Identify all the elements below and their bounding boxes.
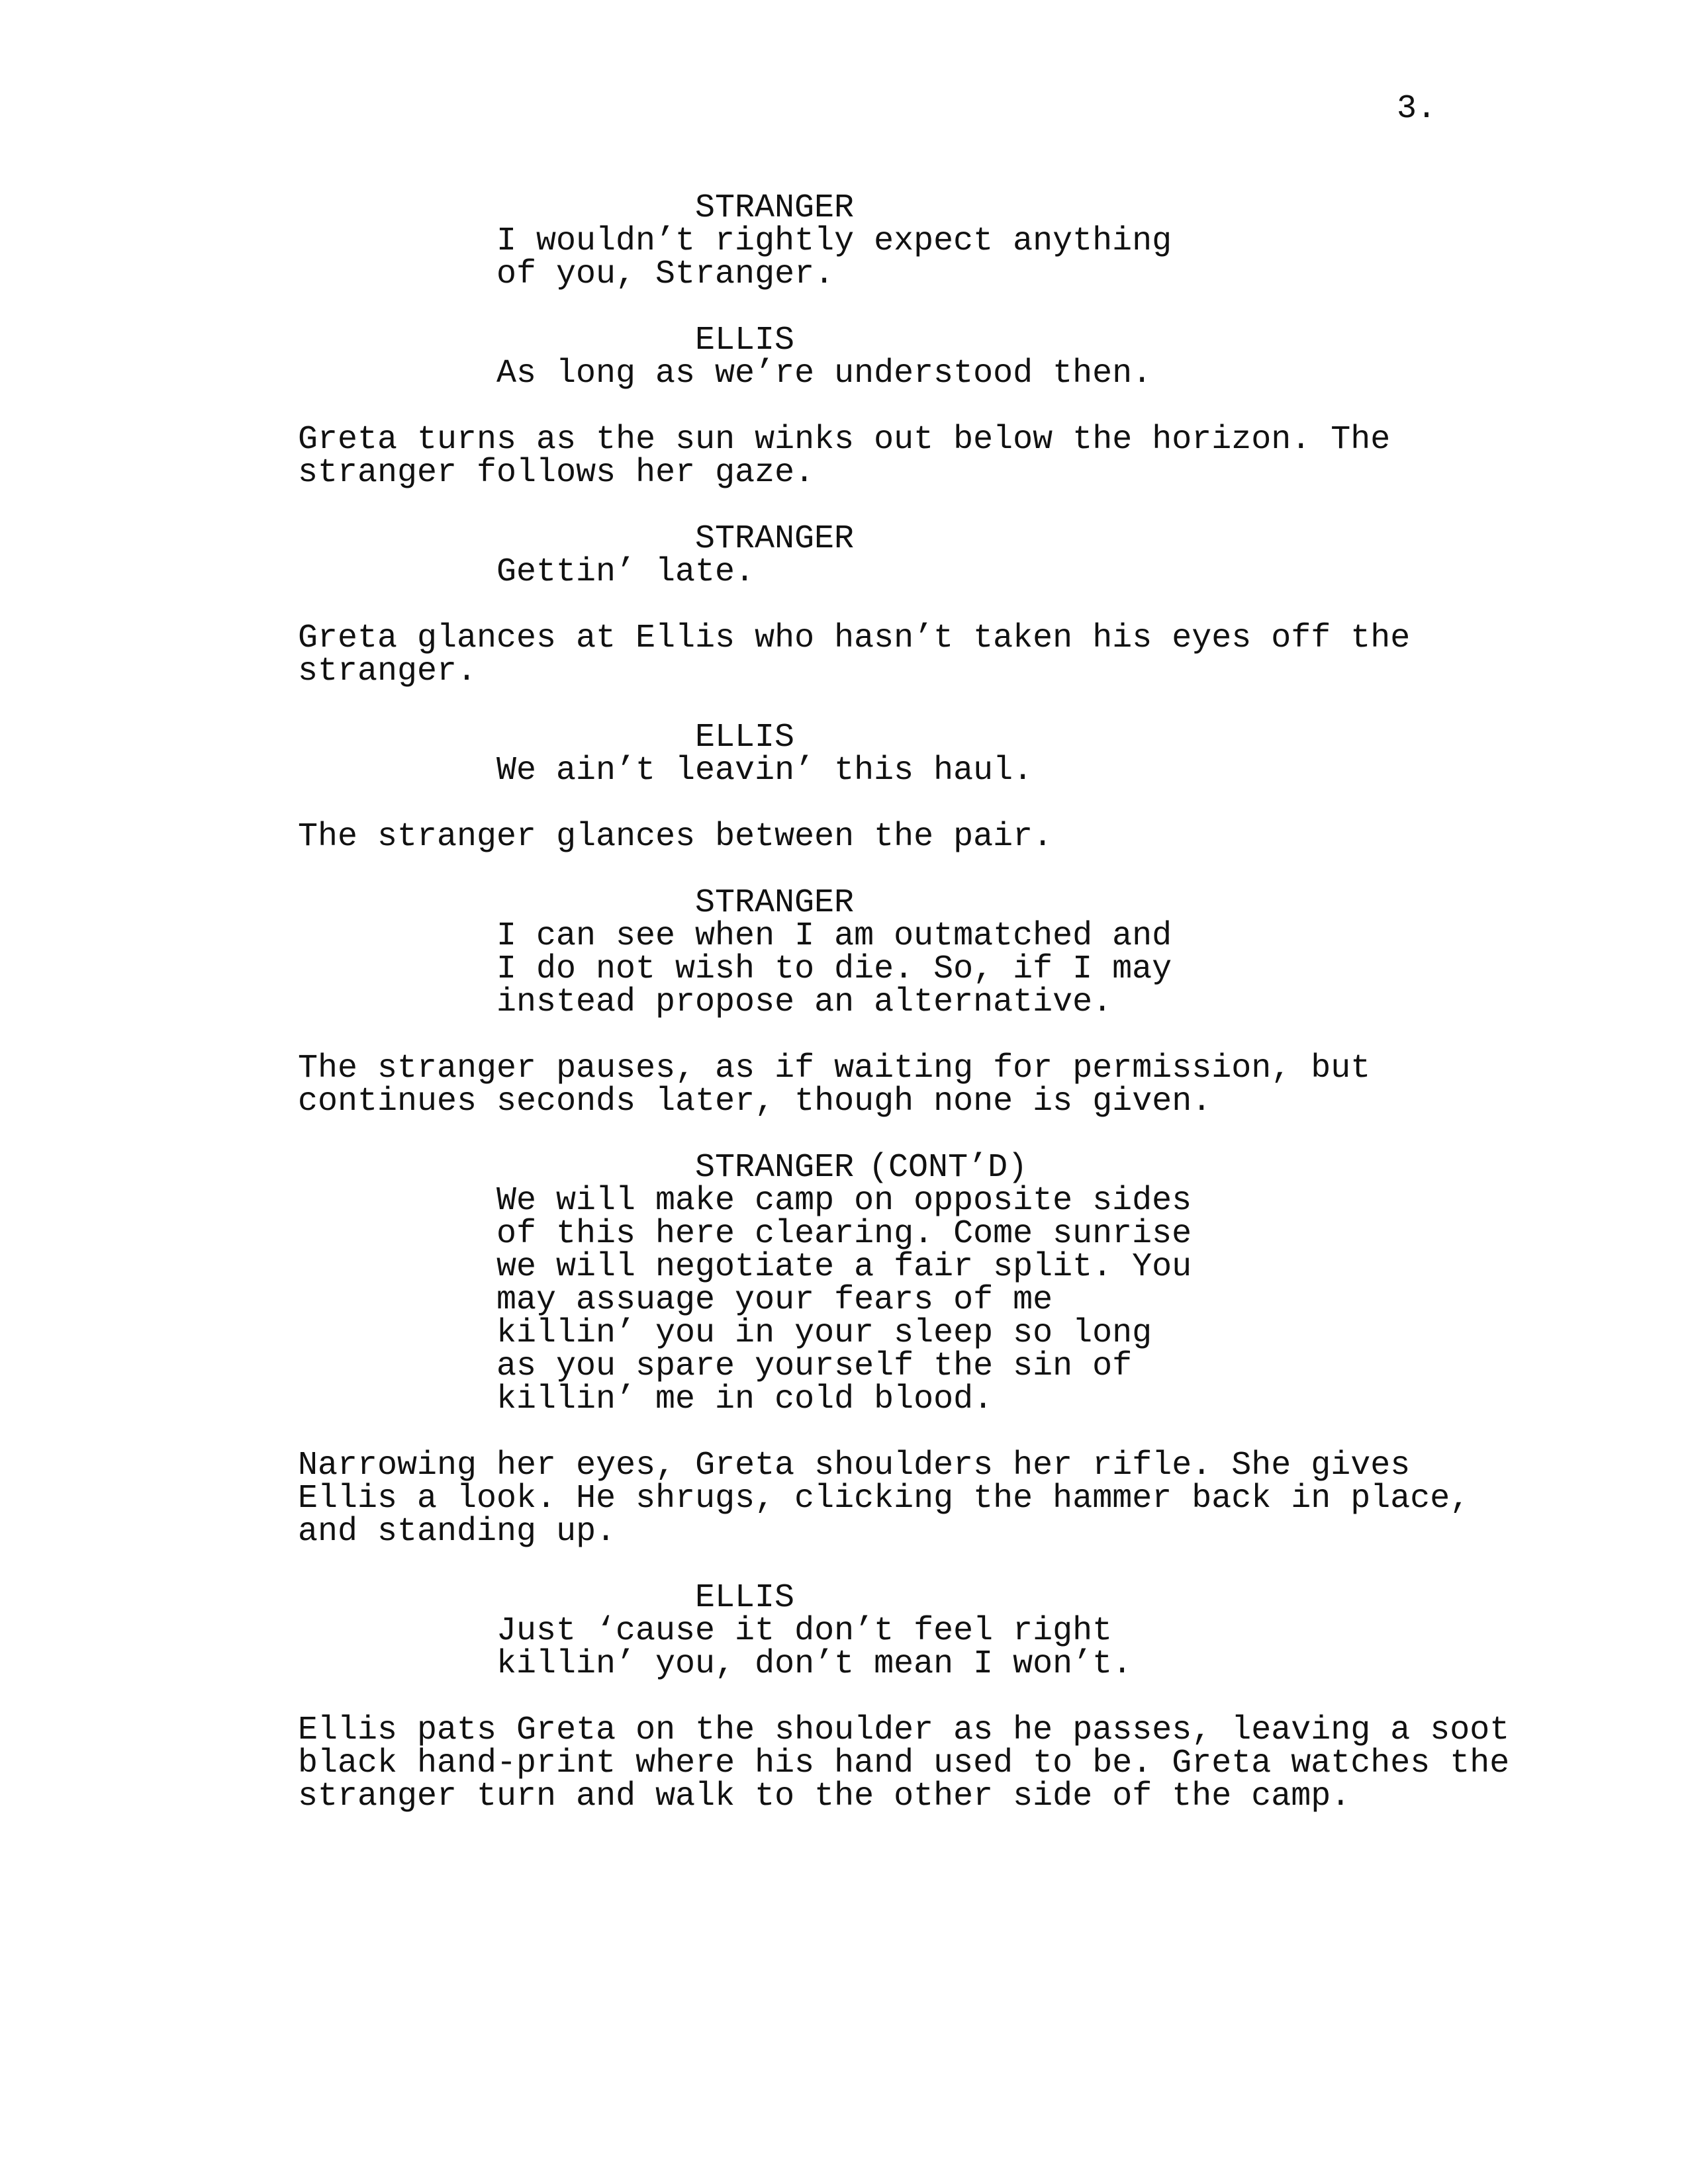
character-cue (298, 1579, 1489, 1617)
action-line: stranger turn and walk to the other side of the camp. (298, 1778, 1351, 1815)
dialogue-block (298, 222, 1489, 293)
character-cue (298, 884, 1489, 922)
block-spacer (298, 490, 1489, 523)
action-block (298, 1711, 1510, 1815)
dialogue-line: We will make camp on opposite sides (496, 1182, 1192, 1220)
dialogue-block (298, 917, 1489, 1021)
block-spacer (298, 1549, 1489, 1582)
character-cue (298, 1149, 1489, 1187)
character-cue (298, 324, 1489, 357)
dialogue-line: killin’ you, don’t mean I won’t. (496, 1645, 1133, 1683)
dialogue-line: of you, Stranger. (496, 255, 835, 293)
block-spacer (298, 854, 1489, 887)
dialogue-block (298, 1612, 1489, 1683)
page-number: 3. (1397, 90, 1437, 128)
action-line: black hand-print where his hand used to be. Greta watches the (298, 1745, 1510, 1782)
character-name: ELLIS (695, 1579, 795, 1617)
dialogue-line: I do not wish to die. So, if I may (496, 950, 1172, 988)
character-name: STRANGER (695, 1149, 855, 1187)
dialogue-line: We ain’t leavin’ this haul. (496, 752, 1033, 790)
block-spacer (298, 1416, 1489, 1449)
dialogue-line: I wouldn’t rightly expect anything (496, 222, 1172, 260)
dialogue-line: killin’ me in cold blood. (496, 1381, 994, 1418)
action-line: Narrowing her eyes, Greta shoulders her rifle. She gives (298, 1447, 1411, 1484)
character-name: STRANGER (695, 520, 855, 558)
dialogue-line: Just ‘cause it don’t feel right (496, 1612, 1113, 1650)
dialogue-line: as you spare yourself the sin of (496, 1347, 1133, 1385)
action-line: The stranger glances between the pair. (298, 818, 1053, 856)
block-spacer (298, 589, 1489, 622)
action-line: Ellis a look. He shrugs, clicking the hammer back in place, (298, 1480, 1470, 1518)
action-block (298, 1449, 1489, 1549)
dialogue-block (298, 1182, 1489, 1418)
screenplay-body (298, 189, 1510, 1815)
block-spacer (298, 1118, 1489, 1152)
dialogue-line: may assuage your fears of me (496, 1281, 1053, 1319)
dialogue-line: As long as we’re understood then. (496, 355, 1152, 392)
action-line: stranger. (298, 653, 477, 690)
dialogue-line: Gettin’ late. (496, 553, 755, 591)
dialogue-line: we will negotiate a fair split. You (496, 1248, 1192, 1286)
action-line: The stranger pauses, as if waiting for permission, but (298, 1050, 1371, 1087)
dialogue-block (298, 357, 1489, 390)
character-name: STRANGER (695, 884, 855, 922)
dialogue-block (298, 553, 1489, 591)
action-block (298, 1052, 1489, 1118)
block-spacer (298, 788, 1489, 821)
dialogue-line: instead propose an alternative. (496, 983, 1113, 1021)
action-block (298, 818, 1489, 856)
action-line: and standing up. (298, 1513, 616, 1551)
action-block (298, 619, 1489, 690)
action-line: Ellis pats Greta on the shoulder as he passes, leaving a soot (298, 1711, 1510, 1749)
character-name: ELLIS (695, 719, 795, 756)
dialogue-line: killin’ you in your sleep so long (496, 1314, 1152, 1352)
character-cue (298, 721, 1489, 754)
block-spacer (298, 390, 1489, 424)
character-name: ELLIS (695, 322, 795, 359)
dialogue-line: I can see when I am outmatched and (496, 917, 1172, 955)
character-cue (298, 189, 1489, 227)
action-line: stranger follows her gaze. (298, 454, 815, 492)
character-name: STRANGER (695, 189, 855, 227)
block-spacer (298, 1019, 1489, 1052)
action-block (298, 421, 1489, 492)
action-line: continues seconds later, though none is given. (298, 1083, 1212, 1120)
block-spacer (298, 1681, 1489, 1714)
action-line: Greta turns as the sun winks out below the horizon. The (298, 421, 1391, 459)
character-extension: (CONT’D) (868, 1149, 1028, 1187)
dialogue-line: of this here clearing. Come sunrise (496, 1215, 1192, 1253)
block-spacer (298, 688, 1489, 721)
dialogue-block (298, 754, 1489, 788)
character-cue (298, 520, 1489, 558)
action-line: Greta glances at Ellis who hasn’t taken his eyes off the (298, 619, 1411, 657)
block-spacer (298, 291, 1489, 324)
